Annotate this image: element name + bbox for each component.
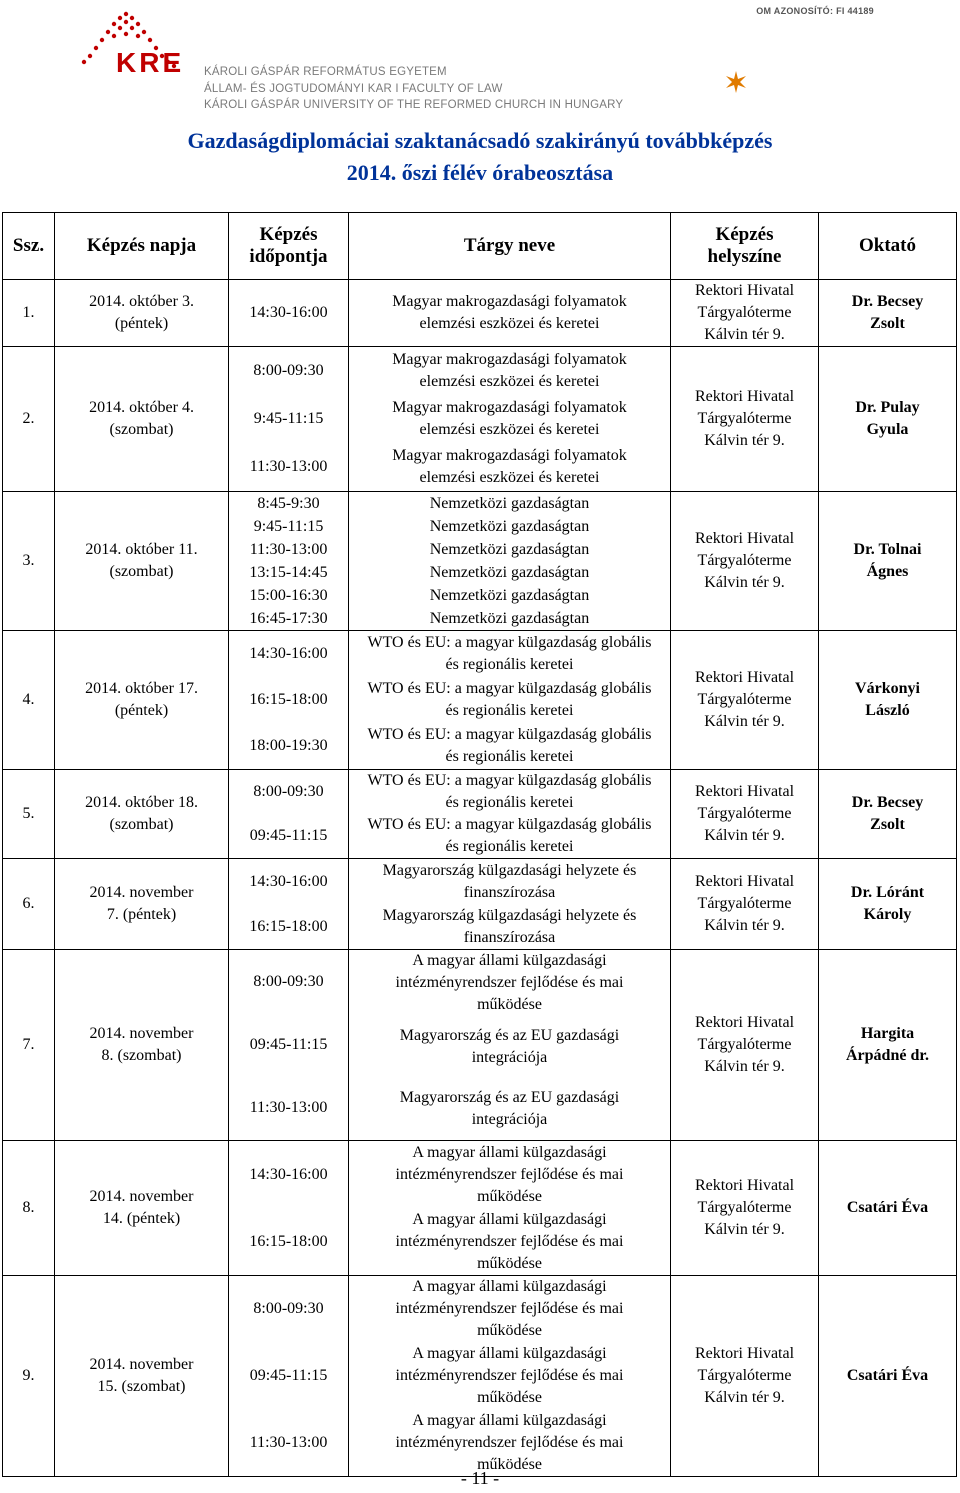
session-location: Rektori Hivatal Tárgyalóterme Kálvin tér 9. [671, 280, 819, 347]
row-number: 2. [3, 347, 55, 492]
session-lecturer: Dr. Becsey Zsolt [819, 770, 957, 859]
institution-line: KÁROLI GÁSPÁR UNIVERSITY OF THE REFORMED CHURCH IN HUNGARY [204, 99, 624, 111]
session-subject: WTO és EU: a magyar külgazdaság globális és regionális keretei [367, 816, 652, 855]
session-time: 09:45-11:15 [249, 1035, 328, 1053]
session-lecturer: Dr. Becsey Zsolt [819, 280, 957, 347]
session-location: Rektori Hivatal Tárgyalóterme Kálvin tér 9. [671, 1141, 819, 1276]
session-time: 14:30-16:00 [249, 1165, 328, 1183]
session-times [229, 347, 349, 492]
session-time: 16:15-18:00 [249, 691, 328, 708]
session-day: 2014. október 4. (szombat) [55, 347, 229, 492]
session-subject: Magyarország és az EU gazdasági integrációja [399, 1027, 620, 1066]
session-subject: A magyar állami külgazdasági intézményrendszer fejlődése és mai működése [395, 1345, 624, 1406]
table-row [3, 280, 957, 347]
session-time: 18:00-19:30 [249, 737, 328, 754]
session-subject: A magyar állami külgazdasági intézményrendszer fejlődése és mai működése [395, 1411, 624, 1473]
session-time: 14:30-16:00 [249, 872, 328, 890]
page-title: Gazdaságdiplomáciai szaktanácsadó szakirányú továbbképzés [187, 128, 773, 153]
column-header: Tárgy neve [349, 213, 671, 280]
session-day: 2014. október 17. (péntek) [55, 631, 229, 770]
session-subject: Nemzetközi gazdaságtan [429, 494, 590, 512]
session-location: Rektori Hivatal Tárgyalóterme Kálvin tér 9. [671, 492, 819, 631]
session-subject: Magyar makrogazdasági folyamatok elemzési eszközei és keretei [392, 351, 627, 390]
row-number: 8. [3, 1141, 55, 1276]
table-row [3, 859, 957, 950]
om-id: OM AZONOSÍTÓ: FI 44189 [756, 6, 874, 16]
session-time: 14:30-16:00 [249, 304, 328, 321]
session-subject: A magyar állami külgazdasági intézményrendszer fejlődése és mai működése [395, 1143, 624, 1205]
session-subject: WTO és EU: a magyar külgazdaság globális és regionális keretei [367, 634, 652, 673]
session-time: 8:45-9:30 [257, 494, 320, 512]
session-subjects [349, 280, 671, 347]
session-subject: Nemzetközi gazdaságtan [429, 517, 590, 535]
table-row [3, 1276, 957, 1477]
session-subject: A magyar állami külgazdasági intézményrendszer fejlődése és mai működése [395, 1278, 624, 1340]
session-time: 11:30-13:00 [249, 1433, 328, 1451]
session-time: 11:30-13:00 [249, 1099, 328, 1117]
session-day: 2014. november 15. (szombat) [55, 1276, 229, 1477]
session-time: 11:30-13:00 [249, 540, 328, 558]
session-subjects [349, 1141, 671, 1276]
session-day: 2014. november 14. (péntek) [55, 1141, 229, 1276]
session-day: 2014. november 8. (szombat) [55, 950, 229, 1141]
institution-name [204, 64, 623, 114]
row-number: 5. [3, 770, 55, 859]
session-time: 8:00-09:30 [253, 362, 324, 379]
session-time: 16:15-18:00 [249, 917, 328, 935]
session-times [229, 1141, 349, 1276]
session-subjects [349, 950, 671, 1141]
session-day: 2014. október 18. (szombat) [55, 770, 229, 859]
session-time: 8:00-09:30 [253, 972, 324, 990]
session-time: 15:00-16:30 [249, 586, 328, 604]
table-row [3, 631, 957, 770]
session-subject: A magyar állami külgazdasági intézményrendszer fejlődése és mai működése [395, 1210, 624, 1272]
page-number: - 11 - [460, 1468, 500, 1488]
session-day: 2014. november 7. (péntek) [55, 859, 229, 950]
session-times [229, 950, 349, 1141]
session-subjects [349, 770, 671, 859]
session-subjects [349, 631, 671, 770]
session-lecturer: Dr. Pulay Gyula [819, 347, 957, 492]
column-header: Ssz. [3, 213, 55, 280]
table-row [3, 950, 957, 1141]
session-times [229, 280, 349, 347]
session-subject: Nemzetközi gazdaságtan [429, 586, 590, 604]
schedule-table [2, 212, 957, 1477]
session-subject: Magyar makrogazdasági folyamatok elemzési eszközei és keretei [392, 293, 627, 332]
session-time: 09:45-11:15 [249, 1367, 328, 1384]
column-header: Képzés időpontja [229, 213, 349, 280]
svg-text:KRE: KRE [116, 47, 185, 78]
column-header: Képzés helyszíne [671, 213, 819, 280]
row-number: 7. [3, 950, 55, 1141]
session-subject: Magyarország külgazdasági helyzete és finanszírozása [382, 861, 637, 901]
column-header: Oktató [819, 213, 957, 280]
session-lecturer: Várkonyi László [819, 631, 957, 770]
row-number: 9. [3, 1276, 55, 1477]
session-subject: Nemzetközi gazdaságtan [429, 540, 590, 558]
session-times [229, 1276, 349, 1477]
session-location: Rektori Hivatal Tárgyalóterme Kálvin tér 9. [671, 1276, 819, 1477]
table-header-row [3, 213, 957, 280]
session-times [229, 631, 349, 770]
session-times [229, 770, 349, 859]
session-subject: Nemzetközi gazdaságtan [429, 609, 590, 627]
table-row [3, 492, 957, 631]
session-subjects [349, 1276, 671, 1477]
table-row [3, 770, 957, 859]
session-lecturer: Csatári Éva [819, 1141, 957, 1276]
row-number: 3. [3, 492, 55, 631]
session-lecturer: Hargita Árpádné dr. [819, 950, 957, 1141]
session-location: Rektori Hivatal Tárgyalóterme Kálvin tér 9. [671, 347, 819, 492]
session-subject: WTO és EU: a magyar külgazdaság globális és regionális keretei [367, 726, 652, 765]
session-time: 16:45-17:30 [249, 609, 328, 627]
session-time: 9:45-11:15 [253, 517, 324, 535]
session-subject: Magyarország külgazdasági helyzete és finanszírozása [382, 906, 637, 946]
session-time: 16:15-18:00 [249, 1232, 328, 1250]
session-time: 8:00-09:30 [253, 783, 324, 800]
row-number: 4. [3, 631, 55, 770]
session-subject: WTO és EU: a magyar külgazdaság globális és regionális keretei [367, 772, 652, 811]
session-times [229, 492, 349, 631]
star-icon [724, 70, 748, 94]
session-day: 2014. október 11. (szombat) [55, 492, 229, 631]
session-time: 9:45-11:15 [253, 410, 324, 427]
column-header: Képzés napja [55, 213, 229, 280]
session-subject: Magyarország és az EU gazdasági integrációja [399, 1089, 620, 1128]
row-number: 6. [3, 859, 55, 950]
session-location: Rektori Hivatal Tárgyalóterme Kálvin tér 9. [671, 859, 819, 950]
institution-line: KÁROLI GÁSPÁR REFORMÁTUS EGYETEM [204, 66, 447, 78]
session-lecturer: Dr. Lóránt Károly [819, 859, 957, 950]
table-row [3, 347, 957, 492]
session-subjects [349, 347, 671, 492]
session-subject: A magyar állami külgazdasági intézményrendszer fejlődése és mai működése [395, 952, 624, 1013]
session-times [229, 859, 349, 950]
university-logo [70, 6, 210, 96]
session-time: 14:30-16:00 [249, 645, 328, 662]
session-subject: Magyar makrogazdasági folyamatok elemzési eszközei és keretei [392, 447, 627, 486]
page-subtitle: 2014. őszi félév órabeosztása [346, 160, 614, 185]
session-location: Rektori Hivatal Tárgyalóterme Kálvin tér 9. [671, 950, 819, 1141]
session-day: 2014. október 3. (péntek) [55, 280, 229, 347]
row-number: 1. [3, 280, 55, 347]
session-time: 8:00-09:30 [253, 1300, 324, 1318]
session-time: 13:15-14:45 [249, 563, 328, 581]
session-subject: Nemzetközi gazdaságtan [429, 563, 590, 581]
session-subject: WTO és EU: a magyar külgazdaság globális és regionális keretei [367, 680, 652, 719]
session-location: Rektori Hivatal Tárgyalóterme Kálvin tér 9. [671, 770, 819, 859]
session-lecturer: Csatári Éva [819, 1276, 957, 1477]
session-subjects [349, 859, 671, 950]
session-subject: Magyar makrogazdasági folyamatok elemzési eszközei és keretei [392, 399, 627, 438]
session-lecturer: Dr. Tolnai Ágnes [819, 492, 957, 631]
session-location: Rektori Hivatal Tárgyalóterme Kálvin tér 9. [671, 631, 819, 770]
session-subjects [349, 492, 671, 631]
institution-line: ÁLLAM- ÉS JOGTUDOMÁNYI KAR I FACULTY OF LAW [204, 82, 503, 95]
session-time: 11:30-13:00 [249, 458, 328, 475]
table-row [3, 1141, 957, 1276]
session-time: 09:45-11:15 [249, 827, 328, 844]
